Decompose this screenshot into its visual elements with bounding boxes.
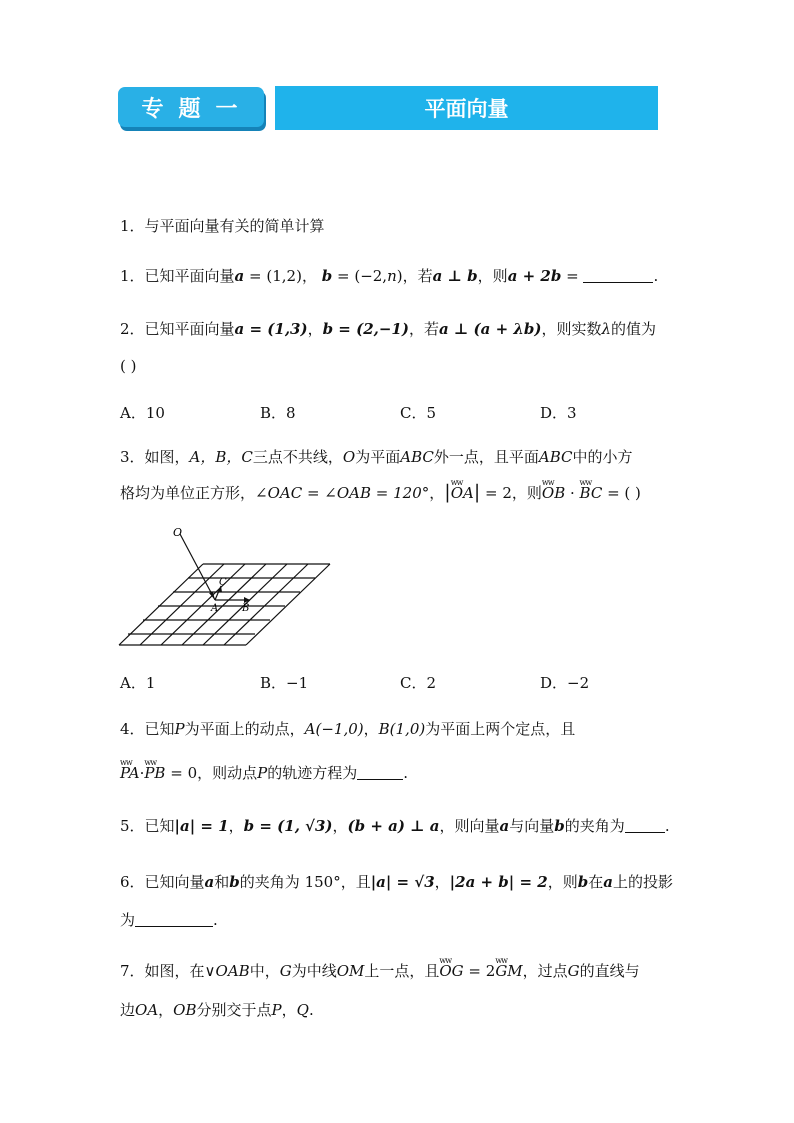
grid-figure: [118, 522, 338, 652]
question-3-line-2: 格均为单位正方形，∠OAC = ∠OAB = 120°，|ww OA| = 2，则ww OB · ww BC = ( ): [120, 482, 641, 503]
topic-title-bar: [275, 86, 658, 130]
question-2-paren: ( ): [120, 357, 137, 375]
question-6-line-2: 为 .: [120, 911, 218, 929]
label-b: B: [242, 603, 250, 614]
answer-blank: [583, 268, 653, 283]
label-a: A: [211, 603, 219, 614]
question-1: 1．已知平面向量a = (1,2)， b = (−2,n)，若a ⊥ b，则a + 2b = .: [120, 267, 659, 285]
question-7-line-2: 边OA，OB分别交于点P，Q.: [120, 1001, 314, 1019]
question-6-line-1: 6．已知向量a和b的夹角为 150°，且|a| = √3，|2a + b| = 2，则b在a上的投影: [120, 873, 673, 891]
q2-option-b: B．8: [260, 404, 296, 422]
q3-option-d: D．−2: [540, 674, 590, 692]
question-5: 5．已知|a| = 1，b = (1, √3)，(b + a) ⊥ a，则向量a与向量b的夹角为 .: [120, 817, 670, 835]
answer-blank: [357, 765, 403, 780]
label-c: C: [219, 577, 227, 588]
question-4-line-2: ww PA·ww PB = 0，则动点P的轨迹方程为 .: [120, 763, 408, 783]
q3-option-b: B．−1: [260, 674, 309, 692]
answer-blank: [625, 818, 665, 833]
answer-blank: [135, 912, 213, 927]
q3-option-a: A．1: [120, 674, 156, 692]
q2-option-a: A．10: [120, 404, 165, 422]
q3-option-c: C．2: [400, 674, 437, 692]
q2-option-d: D．3: [540, 404, 577, 422]
question-4-line-1: 4．已知P为平面上的动点，A(−1,0)，B(1,0)为平面上两个定点，且: [120, 720, 576, 738]
question-2: 2．已知平面向量a = (1,3)，b = (2,−1)，若a ⊥ (a + λb)，则实数λ的值为: [120, 320, 657, 338]
label-o: O: [173, 526, 183, 539]
topic-badge: 专题一: [118, 87, 264, 127]
question-3-line-1: 3．如图，A，B，C三点不共线，O为平面ABC外一点，且平面ABC中的小方: [120, 448, 633, 466]
question-7-line-1: 7．如图，在∨OAB中，G为中线OM上一点，且ww OG = 2ww GM，过点G的直线与: [120, 961, 640, 981]
page-title: 平面向量: [424, 97, 509, 121]
q2-option-c: C．5: [400, 404, 437, 422]
section-heading: 1．与平面向量有关的简单计算: [120, 217, 325, 235]
